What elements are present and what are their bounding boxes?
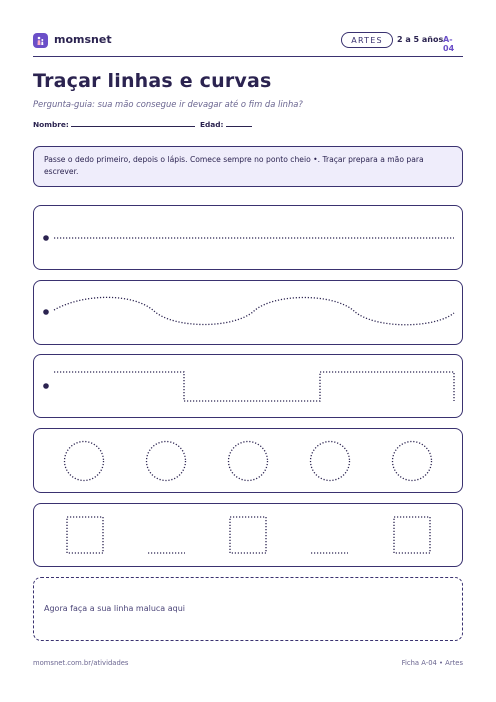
- square-wave-trace: [34, 355, 464, 419]
- start-dot: [43, 235, 49, 241]
- age-write-line[interactable]: [226, 119, 252, 127]
- exercise-squares[interactable]: [33, 503, 463, 567]
- instructions-box: Passe o dedo primeiro, depois o lápis. Comece sempre no ponto cheio •. Traçar prepara a mão para escrever.: [33, 146, 463, 187]
- age-range: 2 a 5 años: [397, 35, 444, 44]
- brand-name: momsnet: [54, 33, 112, 46]
- name-label: Nombre:: [33, 120, 69, 129]
- exercise-wavy-line[interactable]: [33, 280, 463, 345]
- mother-child-icon: [33, 33, 48, 48]
- free-area-prompt: Agora faça a sua linha maluca aqui: [44, 604, 186, 613]
- straight-line-trace: [34, 206, 464, 271]
- age-label: Edad:: [199, 120, 224, 129]
- subject-badge: ARTES: [341, 32, 393, 48]
- start-dot: [43, 309, 49, 315]
- exercise-square-wave[interactable]: [33, 354, 463, 418]
- free-drawing-area[interactable]: [33, 577, 463, 641]
- start-dot: [43, 383, 49, 389]
- name-age-row: [33, 119, 252, 129]
- footer-sheet-info: Ficha A-04 • Artes: [401, 659, 463, 667]
- page-header: [33, 31, 463, 53]
- exercise-circles[interactable]: [33, 428, 463, 493]
- guiding-question: Pergunta-guia: sua mão consegue ir devagar até o fim da linha?: [33, 99, 303, 109]
- squares-trace: [34, 504, 464, 568]
- page-title: Traçar linhas e curvas: [33, 70, 272, 92]
- header-divider: [33, 56, 463, 57]
- sheet-code: A-04: [443, 35, 455, 53]
- wavy-line-trace: [34, 281, 464, 346]
- name-write-line[interactable]: [71, 119, 195, 127]
- circles-trace: [34, 429, 464, 494]
- footer-url: momsnet.com.br/atividades: [33, 659, 129, 667]
- exercise-straight-line[interactable]: [33, 205, 463, 270]
